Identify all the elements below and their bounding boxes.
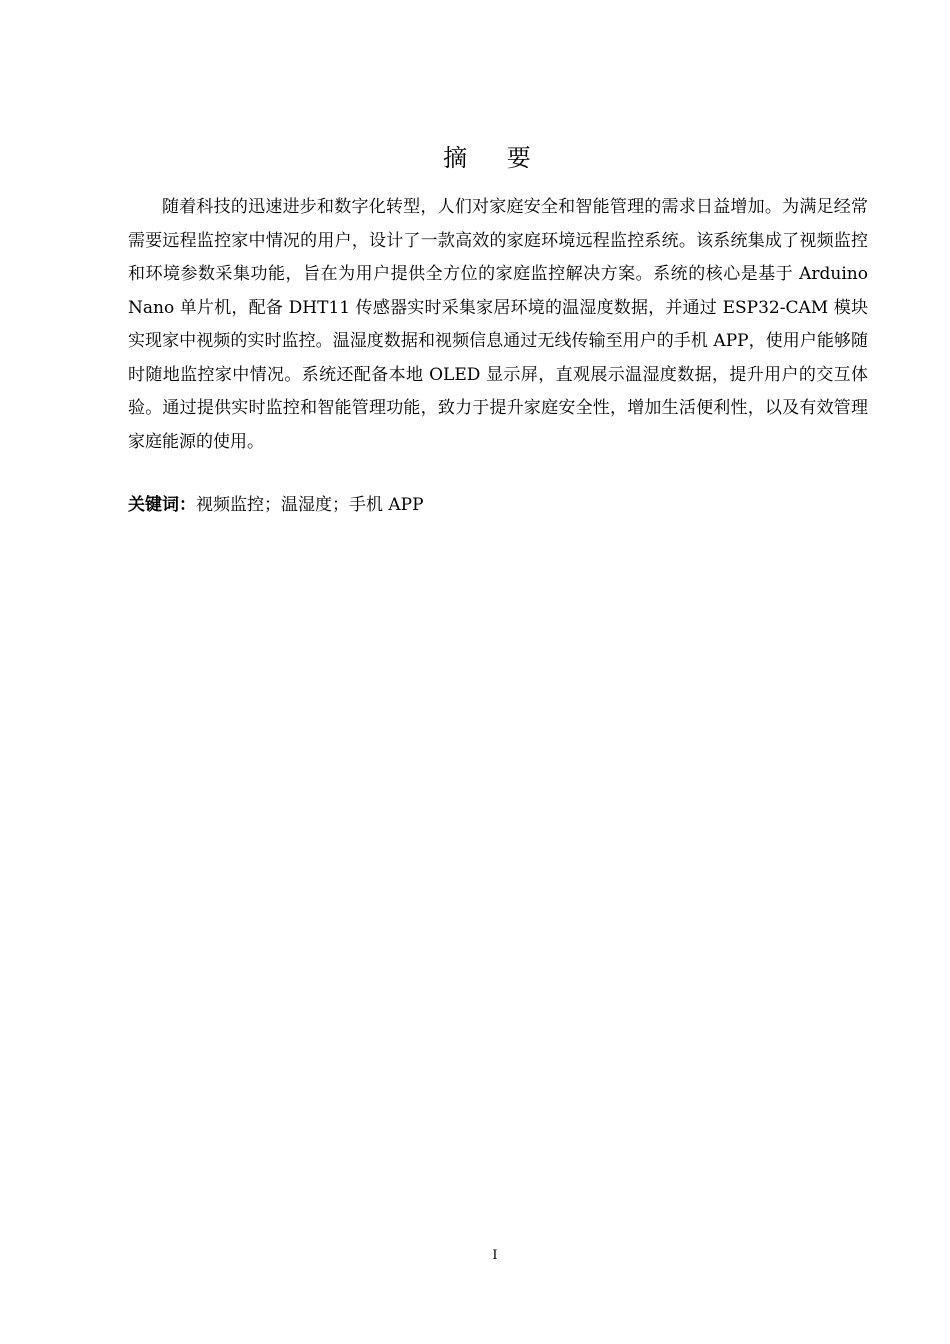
keywords-line xyxy=(128,490,868,520)
abstract-title: 摘 要 xyxy=(443,144,547,172)
page-number: I xyxy=(492,1248,498,1263)
keywords-label: 关键词： xyxy=(128,495,196,515)
keywords-text: 视频监控；温湿度；手机 APP xyxy=(196,495,424,515)
abstract-body: 随着科技的迅速进步和数字化转型，人们对家庭安全和智能管理的需求日益增加。为满足经常需要远程监控家中情况的用户，设计了一款高效的家庭环境远程监控系统。该系统集成了视频监控和环境参数采集功能，旨在为用户提供全方位的家庭监控解决方案。系统的核心是基于 Arduino Nano 单片机，配备 DHT11 传感器实时采集家居环境的温湿度数据，并通过 ESP32-CAM 模块实现家中视频的实时监控。温湿度数据和视频信息通过无线传输至用户的手机 APP，使用户能够随时随地监控家中情况。系统还配备本地 OLED 显示屏，直观展示温湿度数据，提升用户的交互体验。通过提供实时监控和智能管理功能，致力于提升家庭安全性，增加生活便利性，以及有效管理家庭能源的使用。 xyxy=(128,197,868,452)
